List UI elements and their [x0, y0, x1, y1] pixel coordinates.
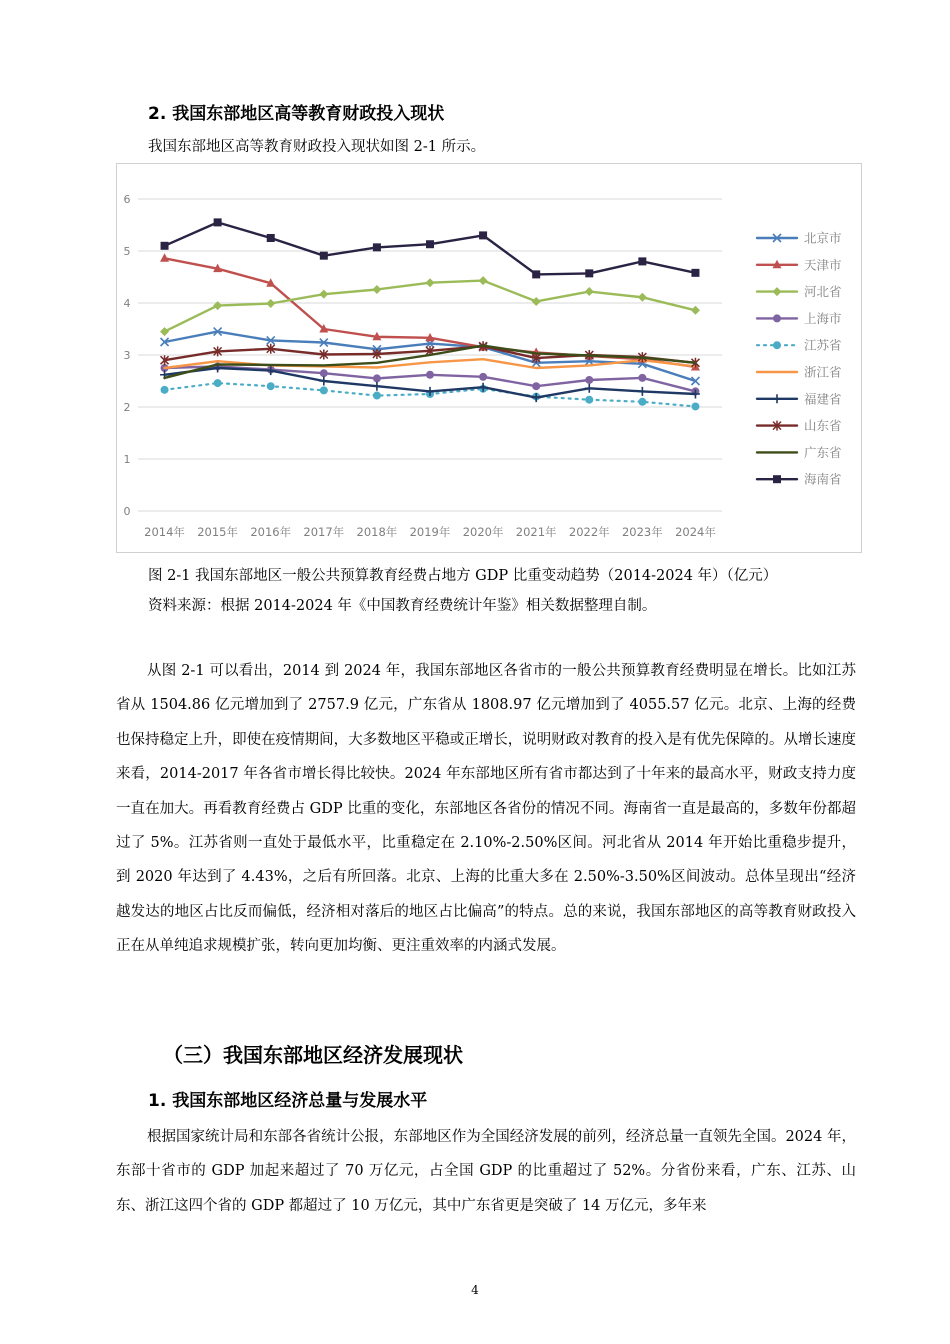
- y-tick-label: 6: [123, 193, 131, 206]
- data-point-marker: [426, 240, 434, 248]
- marker-circle: [773, 314, 781, 322]
- marker-circle: [773, 341, 781, 349]
- data-point-marker: [214, 379, 222, 387]
- data-point-marker: [479, 276, 488, 285]
- data-point-marker: [267, 382, 275, 390]
- x-tick-label: 2016年: [250, 525, 292, 539]
- marker-circle: [320, 386, 328, 394]
- data-point-marker: [160, 253, 169, 262]
- data-point-marker: [373, 392, 381, 400]
- marker-diamond: [266, 299, 275, 308]
- section-heading-economic-status: （三）我国东部地区经济发展现状: [163, 1043, 463, 1067]
- x-tick-label: 2022年: [568, 525, 610, 539]
- data-point-marker: [532, 297, 541, 306]
- data-point-marker: [426, 278, 435, 287]
- data-point-marker: [320, 386, 328, 394]
- economy-paragraph: 根据国家统计局和东部各省统计公报，东部地区作为全国经济发展的前列，经济总量一直领先全国。2024 年，东部十省市的 GDP 加起来超过了 70 万亿元，占全国 GDP 的比重超过了 52%。分省份来看，广东、江苏、山东、浙江这四个省的 GDP 都超过了 10 万亿元，其中广东省更是突破了 14 万亿元，多年来: [116, 1129, 856, 1214]
- marker-circle: [373, 374, 381, 382]
- line-chart: [116, 163, 862, 553]
- legend-marker: [773, 475, 781, 483]
- marker-square: [585, 269, 593, 277]
- marker-square: [773, 475, 781, 483]
- marker-circle: [479, 373, 487, 381]
- data-point-marker: [161, 386, 169, 394]
- marker-circle: [426, 371, 434, 379]
- data-point-marker: [638, 387, 647, 396]
- marker-square: [479, 231, 487, 239]
- legend-label: 海南省: [804, 471, 842, 487]
- marker-diamond: [160, 327, 169, 336]
- x-tick-label: 2017年: [303, 525, 345, 539]
- marker-square: [161, 242, 169, 250]
- legend-marker: [773, 314, 781, 322]
- marker-diamond: [372, 285, 381, 294]
- data-point-marker: [585, 269, 593, 277]
- legend-label: 山东省: [804, 418, 842, 434]
- subsection-heading-higher-ed-investment: 2. 我国东部地区高等教育财政投入现状: [148, 104, 445, 124]
- legend-label: 河北省: [804, 284, 842, 300]
- data-point-marker: [638, 293, 647, 302]
- data-point-marker: [479, 373, 487, 381]
- marker-circle: [638, 398, 646, 406]
- data-point-marker: [372, 382, 381, 391]
- y-tick-label: 3: [123, 349, 131, 362]
- marker-diamond: [638, 293, 647, 302]
- data-point-marker: [479, 231, 487, 239]
- page-number: 4: [471, 1283, 479, 1297]
- data-point-marker: [638, 398, 646, 406]
- x-tick-label: 2015年: [197, 525, 239, 539]
- data-point-marker: [319, 290, 328, 299]
- subsection-heading-economic-scale: 1. 我国东部地区经济总量与发展水平: [148, 1091, 428, 1111]
- x-tick-label: 2019年: [409, 525, 451, 539]
- x-tick-label: 2014年: [144, 525, 185, 539]
- data-point-marker: [691, 402, 699, 410]
- y-tick-label: 0: [123, 505, 131, 518]
- data-point-marker: [320, 369, 328, 377]
- marker-circle: [532, 382, 540, 390]
- line-chart-svg: [117, 164, 861, 552]
- x-tick-label: 2024年: [675, 525, 716, 539]
- data-point-marker: [373, 374, 381, 382]
- x-tick-label: 2023年: [621, 525, 663, 539]
- marker-square: [373, 243, 381, 251]
- x-tick-label: 2021年: [515, 525, 557, 539]
- marker-diamond: [773, 287, 782, 296]
- marker-plus: [319, 377, 328, 386]
- marker-circle: [585, 376, 593, 384]
- marker-diamond: [532, 297, 541, 306]
- figure-source-note: 资料来源：根据 2014-2024 年《中国教育经费统计年鉴》相关数据整理自制。: [148, 598, 657, 614]
- data-point-marker: [161, 242, 169, 250]
- legend-label: 福建省: [804, 391, 842, 407]
- marker-plus: [585, 384, 594, 393]
- y-tick-label: 1: [123, 453, 131, 466]
- marker-circle: [585, 396, 593, 404]
- marker-diamond: [426, 278, 435, 287]
- marker-square: [691, 269, 699, 277]
- marker-circle: [161, 386, 169, 394]
- marker-diamond: [319, 290, 328, 299]
- data-point-marker: [638, 257, 646, 265]
- data-point-marker: [585, 376, 593, 384]
- data-point-marker: [266, 299, 275, 308]
- data-point-marker: [319, 377, 328, 386]
- marker-diamond: [691, 306, 700, 315]
- legend-label: 天津市: [804, 257, 842, 273]
- marker-diamond: [213, 301, 222, 310]
- marker-circle: [373, 392, 381, 400]
- marker-square: [320, 252, 328, 260]
- marker-triangle: [160, 253, 169, 262]
- marker-plus: [372, 382, 381, 391]
- legend-label: 北京市: [804, 230, 842, 246]
- data-point-marker: [372, 285, 381, 294]
- data-point-marker: [267, 234, 275, 242]
- data-point-marker: [532, 270, 540, 278]
- marker-diamond: [479, 276, 488, 285]
- marker-square: [532, 270, 540, 278]
- figure-intro-line: 我国东部地区高等教育财政投入现状如图 2-1 所示。: [148, 139, 486, 155]
- x-tick-label: 2020年: [462, 525, 504, 539]
- data-point-marker: [214, 218, 222, 226]
- legend-marker: [773, 394, 782, 403]
- series-line-9: [165, 222, 696, 274]
- data-point-marker: [691, 269, 699, 277]
- legend-label: 浙江省: [804, 364, 842, 380]
- y-tick-label: 2: [123, 401, 131, 414]
- data-point-marker: [585, 384, 594, 393]
- data-point-marker: [532, 382, 540, 390]
- marker-square: [638, 257, 646, 265]
- legend-label: 广东省: [804, 444, 842, 460]
- data-point-marker: [691, 306, 700, 315]
- marker-circle: [320, 369, 328, 377]
- marker-square: [426, 240, 434, 248]
- y-tick-label: 5: [123, 245, 131, 258]
- data-point-marker: [585, 287, 594, 296]
- legend-marker: [773, 287, 782, 296]
- marker-plus: [773, 394, 782, 403]
- marker-circle: [214, 379, 222, 387]
- marker-circle: [638, 374, 646, 382]
- data-point-marker: [585, 396, 593, 404]
- data-point-marker: [160, 327, 169, 336]
- series-line-2: [165, 281, 696, 332]
- data-point-marker: [638, 374, 646, 382]
- data-point-marker: [213, 301, 222, 310]
- legend-label: 江苏省: [804, 337, 842, 353]
- x-tick-label: 2018年: [356, 525, 398, 539]
- marker-diamond: [585, 287, 594, 296]
- marker-circle: [691, 402, 699, 410]
- figure-caption: 图 2-1 我国东部地区一般公共预算教育经费占地方 GDP 比重变动趋势（2014-2024 年）（亿元）: [148, 568, 778, 584]
- marker-plus: [638, 387, 647, 396]
- data-point-marker: [426, 371, 434, 379]
- marker-square: [214, 218, 222, 226]
- marker-circle: [267, 382, 275, 390]
- data-point-marker: [373, 243, 381, 251]
- legend-marker: [773, 341, 781, 349]
- legend-label: 上海市: [804, 310, 842, 326]
- marker-square: [267, 234, 275, 242]
- analysis-paragraph: 从图 2-1 可以看出，2014 到 2024 年，我国东部地区各省市的一般公共预算教育经费明显在增长。比如江苏省从 1504.86 亿元增加到了 2757.9 亿元，广东省从 1808.97 亿元增加到了 4055.57 亿元。北京、上海的经费也保持稳定上升，即使在疫情期间，大多数地区平稳或正增长，说明财政对教育的投入是有优先保障的。从增长速度来看，2014-2017 年各省市增长得比较快。2024 年东部地区所有省市都达到了十年来的最高水平，财政支持力度一直在加大。再看教育经费占 GDP 比重的变化，东部地区各省份的情况不同。海南省一直是最高的，多数年份都超过了 5%。江苏省则一直处于最低水平，比重稳定在 2.10%-2.50%区间。河北省从 2014 年开始比重稳步提升，到 2020 年达到了 4.43%，之后有所回落。北京、上海的比重大多在 2.50%-3.50%区间波动。总体呈现出“经济越发达的地区占比反而偏低，经济相对落后的地区占比偏高”的特点。总的来说，我国东部地区的高等教育财政投入正在从单纯追求规模扩张，转向更加均衡、更注重效率的内涵式发展。: [116, 663, 856, 955]
- y-tick-label: 4: [123, 297, 131, 310]
- data-point-marker: [320, 252, 328, 260]
